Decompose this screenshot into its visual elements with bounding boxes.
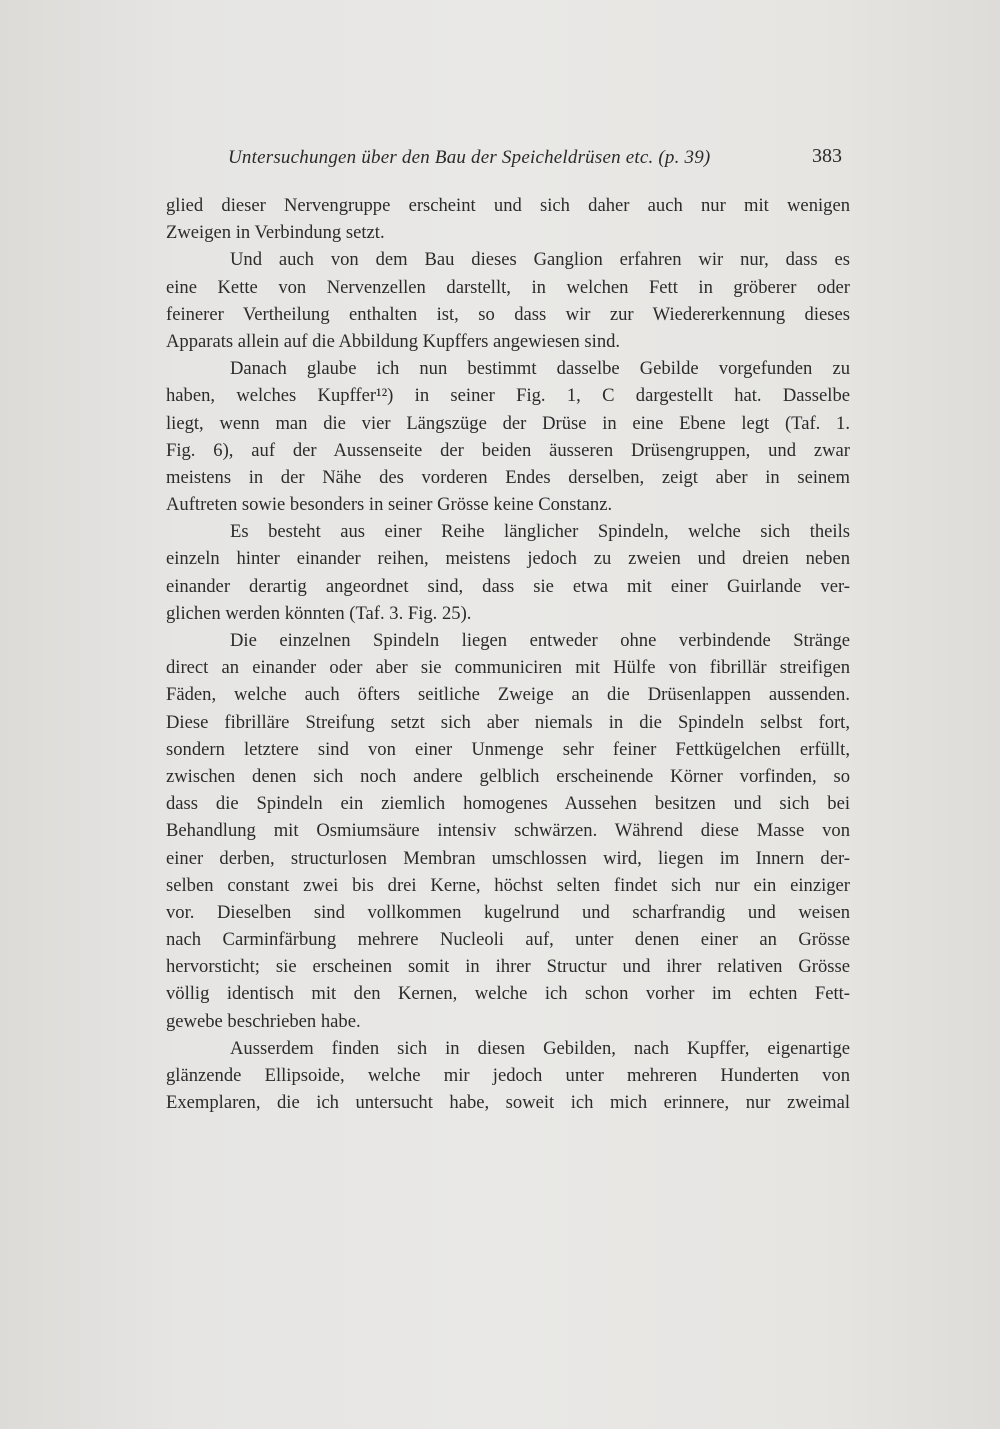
- text-line: dass die Spindeln ein ziemlich homogenes Aussehen besitzen und sich bei: [166, 793, 850, 815]
- text-line: Zweigen in Verbindung setzt.: [166, 222, 385, 244]
- page-number: 383: [812, 145, 842, 167]
- text-line: völlig identisch mit den Kernen, welche ich schon vorher im echten Fett-: [166, 983, 850, 1005]
- text-line: liegt, wenn man die vier Längszüge der Drüse in eine Ebene legt (Taf. 1.: [166, 412, 850, 434]
- text-line: feinerer Vertheilung enthalten ist, so dass wir zur Wiedererkennung dieses: [166, 303, 850, 325]
- text-line: Ausserdem finden sich in diesen Gebilden, nach Kupffer, eigenartige: [230, 1037, 850, 1059]
- text-line: direct an einander oder aber sie communiciren mit Hülfe von fibrillär streifigen: [166, 657, 850, 679]
- body-text: [166, 192, 850, 1116]
- text-line: sondern letztere sind von einer Unmenge sehr feiner Fettkügelchen erfüllt,: [166, 738, 850, 760]
- text-line: Fäden, welche auch öfters seitliche Zweige an die Drüsenlappen aussenden.: [166, 684, 850, 706]
- text-line: Danach glaube ich nun bestimmt dasselbe Gebilde vorgefunden zu: [230, 358, 850, 380]
- text-line: zwischen denen sich noch andere gelblich erscheinende Körner vorfinden, so: [166, 765, 850, 787]
- text-line: selben constant zwei bis drei Kerne, höchst selten findet sich nur ein einziger: [166, 874, 850, 896]
- text-line: Es besteht aus einer Reihe länglicher Spindeln, welche sich theils: [230, 521, 850, 543]
- text-line: Behandlung mit Osmiumsäure intensiv schwärzen. Während diese Masse von: [166, 820, 850, 842]
- text-line: Apparats allein auf die Abbildung Kupffers angewiesen sind.: [166, 330, 621, 352]
- text-line: eine Kette von Nervenzellen darstellt, in welchen Fett in gröberer oder: [166, 276, 850, 298]
- text-line: gewebe beschrieben habe.: [166, 1010, 361, 1032]
- text-line: Diese fibrilläre Streifung setzt sich aber niemals in die Spindeln selbst fort,: [166, 711, 850, 733]
- text-line: einer derben, structurlosen Membran umschlossen wird, liegen im Innern der-: [166, 847, 850, 869]
- text-line: glänzende Ellipsoide, welche mir jedoch unter mehreren Hunderten von: [166, 1065, 850, 1086]
- text-line: hervorsticht; sie erscheinen somit in ihrer Structur und ihrer relativen Grösse: [166, 956, 850, 978]
- running-title: Untersuchungen über den Bau der Speicheldrüsen etc. (p. 39): [228, 147, 711, 168]
- text-line: Exemplaren, die ich untersucht habe, soweit ich mich erinnere, nur zweimal: [166, 1092, 850, 1114]
- text-line: einzeln hinter einander reihen, meistens jedoch zu zweien und dreien neben: [166, 548, 850, 570]
- text-line: Fig. 6), auf der Aussenseite der beiden äusseren Drüsengruppen, und zwar: [166, 439, 850, 461]
- text-line: glichen werden könnten (Taf. 3. Fig. 25).: [166, 602, 472, 624]
- text-line: einander derartig angeordnet sind, dass sie etwa mit einer Guirlande ver-: [166, 575, 850, 597]
- running-head: [228, 143, 848, 175]
- text-line: Auftreten sowie besonders in seiner Grösse keine Constanz.: [166, 494, 613, 516]
- text-line: meistens in der Nähe des vorderen Endes derselben, zeigt aber in seinem: [166, 466, 850, 488]
- text-line: Und auch von dem Bau dieses Ganglion erfahren wir nur, dass es: [230, 249, 850, 271]
- text-line: glied dieser Nervengruppe erscheint und sich daher auch nur mit wenigen: [166, 195, 850, 216]
- text-line: haben, welches Kupffer¹²) in seiner Fig. 1, C dargestellt hat. Dasselbe: [166, 385, 850, 407]
- text-line: Die einzelnen Spindeln liegen entweder ohne verbindende Stränge: [230, 630, 850, 651]
- text-line: nach Carminfärbung mehrere Nucleoli auf, unter denen einer an Grösse: [166, 929, 850, 951]
- text-line: vor. Dieselben sind vollkommen kugelrund und scharfrandig und weisen: [166, 901, 850, 923]
